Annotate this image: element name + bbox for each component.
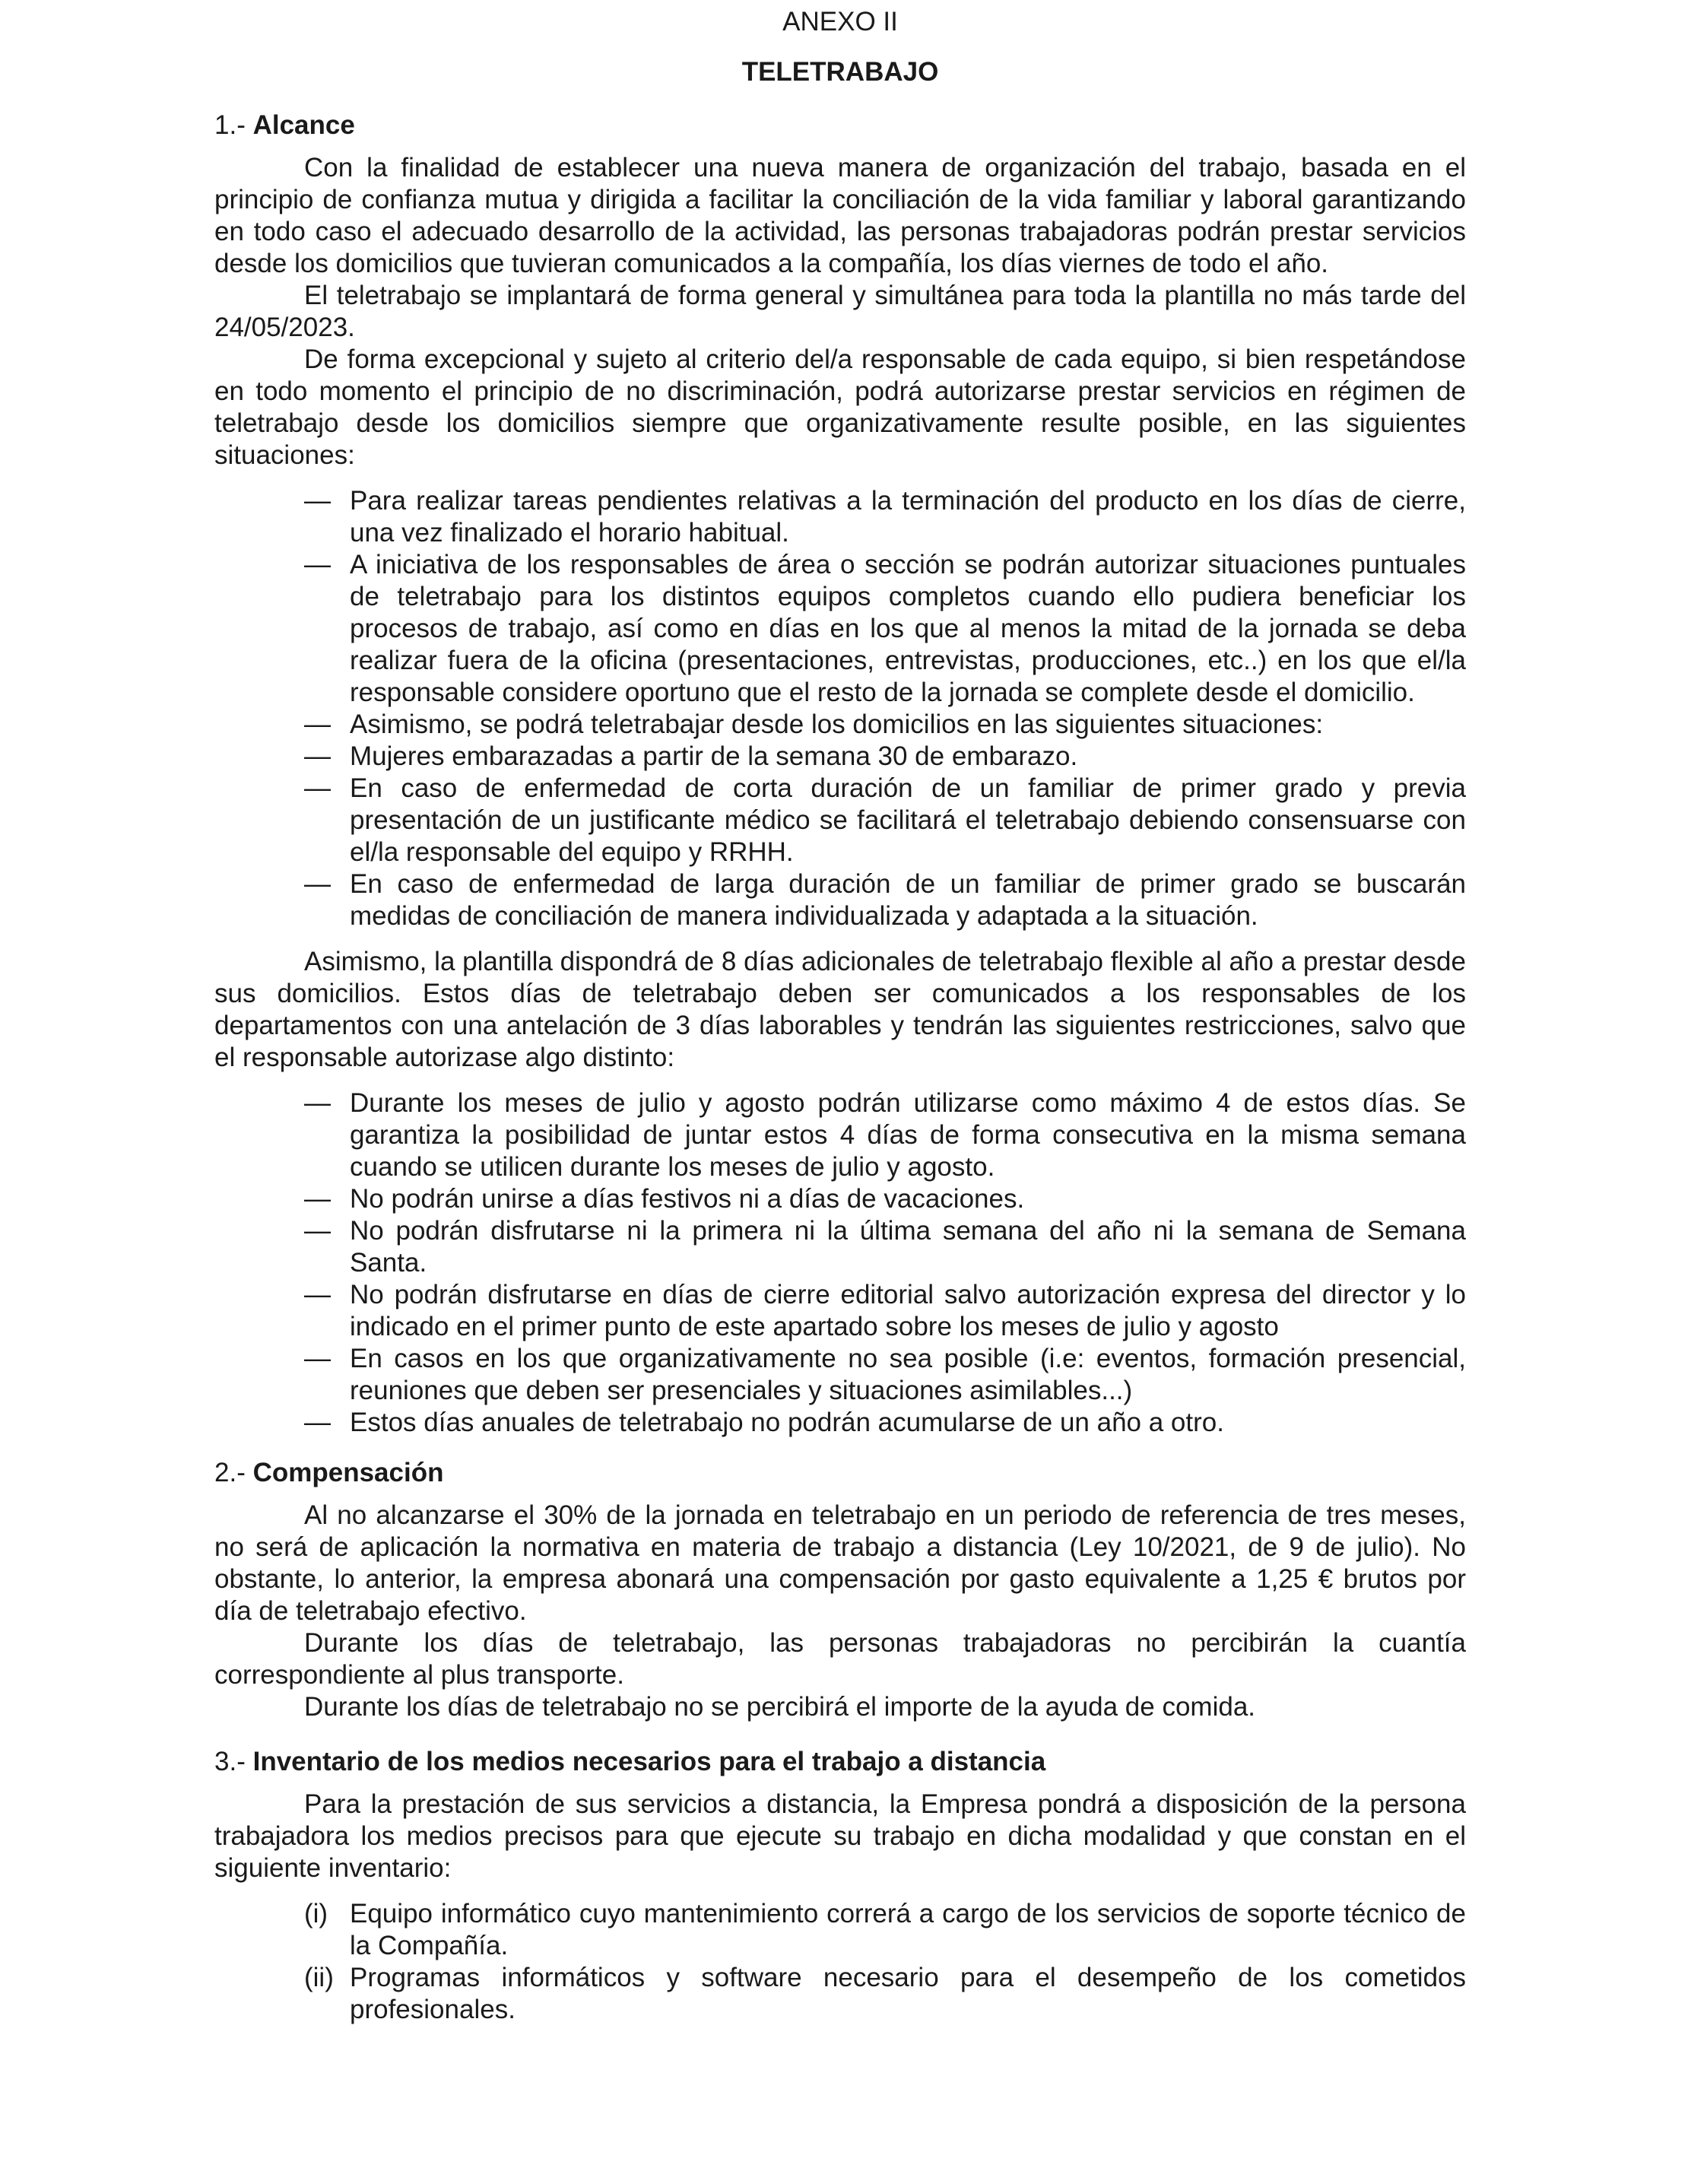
section-2-heading — [214, 1457, 1466, 1489]
list-item-text: Mujeres embarazadas a partir de la semana 30 de embarazo. — [350, 741, 1078, 771]
list-item — [214, 485, 1466, 549]
section-1-paragraph-1: Con la finalidad de establecer una nueva manera de organización del trabajo, basada en el principio de confianza mutua y dirigida a facilitar la conciliación de la vida familiar y laboral garantizando en todo caso el adecuado desarrollo de la actividad, las personas trabajadoras podrán prestar servicios desde los domicilios que tuvieran comunicados a la compañía, los días viernes de todo el año. — [214, 153, 1466, 278]
situations-list — [214, 485, 1466, 932]
list-item — [214, 1343, 1466, 1407]
roman-marker: (ii) — [304, 1963, 334, 1992]
section-3-paragraph-1: Para la prestación de sus servicios a distancia, la Empresa pondrá a disposición de la persona trabajadora los medios precisos para que ejecute su trabajo en dicha modalidad y que constan en el siguiente inventario: — [214, 1789, 1466, 1883]
section-3-number: 3.- — [214, 1747, 246, 1776]
section-2-number: 2.- — [214, 1458, 246, 1487]
list-item — [214, 1215, 1466, 1279]
list-item-text: No podrán disfrutarse ni la primera ni la última semana del año ni la semana de Semana Santa. — [350, 1216, 1466, 1278]
list-item-text: En caso de enfermedad de larga duración de un familiar de primer grado se buscarán medidas de conciliación de manera individualizada y adaptada a la situación. — [350, 869, 1466, 931]
dash-marker: — — [304, 773, 331, 803]
list-item — [214, 709, 1466, 741]
section-1-paragraph-4: Asimismo, la plantilla dispondrá de 8 días adicionales de teletrabajo flexible al año a prestar desde sus domicilios. Estos días de teletrabajo deben ser comunicados a los responsables de los departamentos con una antelación de 3 días laborables y tendrán las siguientes restricciones, salvo que el responsable autorizase algo distinto: — [214, 947, 1466, 1072]
list-item — [214, 1898, 1466, 1962]
list-item — [214, 1183, 1466, 1215]
dash-marker: — — [304, 1408, 331, 1437]
list-item-text: No podrán unirse a días festivos ni a días de vacaciones. — [350, 1184, 1025, 1214]
dash-marker: — — [304, 741, 331, 771]
list-item-text: Programas informáticos y software necesario para el desempeño de los cometidos profesionales. — [350, 1963, 1466, 2024]
inventory-list — [214, 1898, 1466, 2026]
list-item — [214, 1962, 1466, 2026]
section-1-title: Alcance — [252, 110, 355, 140]
dash-marker: — — [304, 550, 331, 579]
section-2-title: Compensación — [252, 1458, 444, 1487]
section-2-paragraph-2: Durante los días de teletrabajo, las personas trabajadoras no percibirán la cuantía correspondiente al plus transporte. — [214, 1628, 1466, 1690]
list-item — [214, 741, 1466, 773]
dash-marker: — — [304, 1344, 331, 1373]
dash-marker: — — [304, 709, 331, 739]
dash-marker: — — [304, 1280, 331, 1309]
document-body — [214, 6, 1466, 2040]
dash-marker: — — [304, 869, 331, 899]
dash-marker: — — [304, 1088, 331, 1118]
list-item-text: En caso de enfermedad de corta duración de un familiar de primer grado y previa presentación de un justificante médico se facilitará el teletrabajo debiendo consensuarse con el/la responsable del equipo y RRHH. — [350, 773, 1466, 867]
dash-marker: — — [304, 1216, 331, 1246]
section-3-heading — [214, 1746, 1466, 1778]
section-1-heading — [214, 110, 1466, 141]
document-title: TELETRABAJO — [741, 57, 939, 87]
list-item — [214, 868, 1466, 932]
section-1-paragraph-2: El teletrabajo se implantará de forma general y simultánea para toda la plantilla no más tarde del 24/05/2023. — [214, 281, 1466, 342]
restrictions-list — [214, 1087, 1466, 1439]
list-item-text: Durante los meses de julio y agosto podrán utilizarse como máximo 4 de estos días. Se garantiza la posibilidad de juntar estos 4 días de forma consecutiva en la misma semana cuando se utilicen durante los meses de julio y agosto. — [350, 1088, 1466, 1182]
section-1-number: 1.- — [214, 110, 246, 140]
list-item-text: Estos días anuales de teletrabajo no podrán acumularse de un año a otro. — [350, 1408, 1224, 1437]
list-item-text: No podrán disfrutarse en días de cierre editorial salvo autorización expresa del director y lo indicado en el primer punto de este apartado sobre los meses de julio y agosto — [350, 1280, 1466, 1341]
list-item — [214, 1279, 1466, 1343]
section-1-paragraph-3: De forma excepcional y sujeto al criterio del/a responsable de cada equipo, si bien respetándose en todo momento el principio de no discriminación, podrá autorizarse prestar servicios en régimen de teletrabajo desde los domicilios siempre que organizativamente resulte posible, en las siguientes situaciones: — [214, 344, 1466, 470]
section-2-paragraph-3: Durante los días de teletrabajo no se percibirá el importe de la ayuda de comida. — [304, 1692, 1256, 1722]
list-item — [214, 773, 1466, 868]
list-item — [214, 1407, 1466, 1439]
list-item-text: Equipo informático cuyo mantenimiento correrá a cargo de los servicios de soporte técnico de la Compañía. — [350, 1899, 1466, 1960]
list-item-text: A iniciativa de los responsables de área o sección se podrán autorizar situaciones puntuales de teletrabajo para los distintos equipos completos cuando ello pudiera beneficiar los procesos de trabajo, así como en días en los que al menos la mitad de la jornada se deba realizar fuera de la oficina (presentaciones, entrevistas, producciones, etc..) en los que el/la responsable considere oportuno que el resto de la jornada se complete desde el domicilio. — [350, 550, 1466, 707]
section-2-paragraph-1: Al no alcanzarse el 30% de la jornada en teletrabajo en un periodo de referencia de tres meses, no será de aplicación la normativa en materia de trabajo a distancia (Ley 10/2021, de 9 de julio). No obstante, lo anterior, la empresa abonará una compensación por gasto equivalente a 1,25 € brutos por día de teletrabajo efectivo. — [214, 1500, 1466, 1626]
dash-marker: — — [304, 486, 331, 516]
section-3-title: Inventario de los medios necesarios para el trabajo a distancia — [252, 1747, 1046, 1776]
dash-marker: — — [304, 1184, 331, 1214]
list-item — [214, 549, 1466, 709]
list-item-text: Asimismo, se podrá teletrabajar desde los domicilios en las siguientes situaciones: — [350, 709, 1324, 739]
list-item — [214, 1087, 1466, 1183]
list-item-text: Para realizar tareas pendientes relativas a la terminación del producto en los días de cierre, una vez finalizado el horario habitual. — [350, 486, 1466, 548]
annex-label: ANEXO II — [782, 7, 898, 37]
list-item-text: En casos en los que organizativamente no sea posible (i.e: eventos, formación presencial, reuniones que deben ser presenciales y situaciones asimilables...) — [350, 1344, 1466, 1405]
roman-marker: (i) — [304, 1899, 328, 1928]
